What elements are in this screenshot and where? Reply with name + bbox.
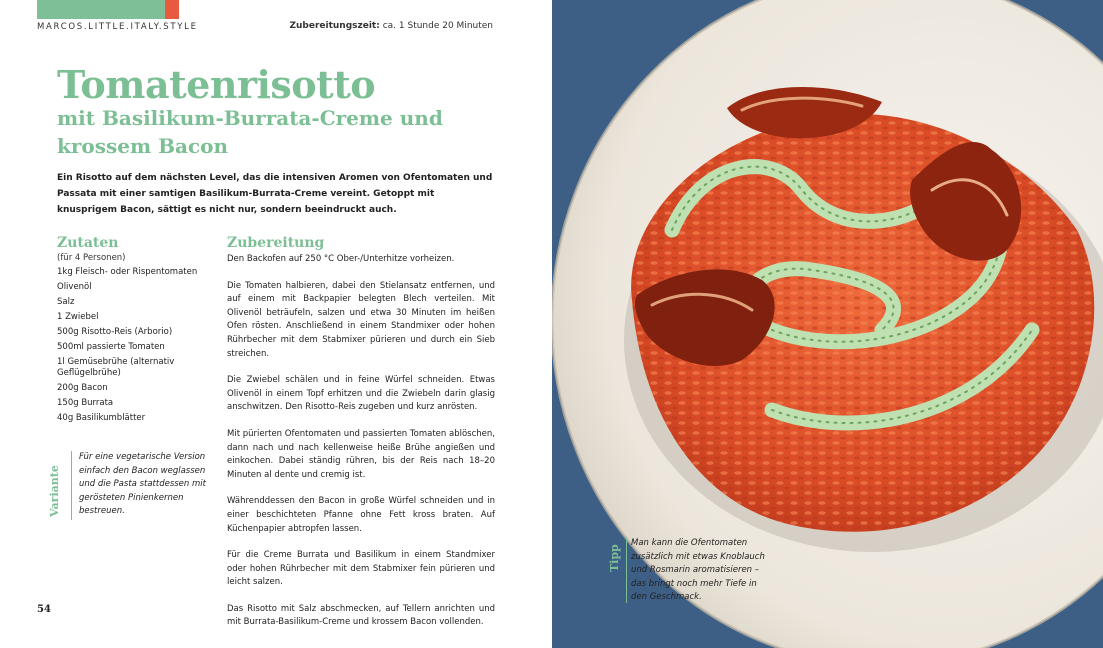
ingredient-list: [57, 266, 217, 427]
brand-bar-green: [37, 0, 165, 19]
tip-text: Man kann die Ofentomaten zusätzlich mit etwas Knoblauch und Rosmarin aromatisieren – das bringt noch mehr Tiefe in den Geschmack.: [631, 538, 765, 603]
preparation-step: Die Zwiebel schälen und in feine Würfel schneiden. Etwas Olivenöl in einem Topf erhitzen und die Zwiebeln darin glasig anschwitzen. Den Risotto-Reis zugeben und kurz anrösten.: [227, 375, 495, 413]
brand-color-bar: [37, 0, 179, 19]
preparation-step: Die Tomaten halbieren, dabei den Stielansatz entfernen, und auf einem mit Backpapier belegten Blech verteilen. Mit Olivenöl beträufeln, salzen und etwa 30 Minuten im heißen Ofen rösten. Anschließend in einem Standmixer oder hohen Rührbecher mit dem Stabmixer pürieren und durch ein Sieb streichen.: [227, 280, 495, 359]
prep-time-value: ca. 1 Stunde 20 Minuten: [382, 21, 493, 31]
recipe-subtitle: mit Basilikum-Burrata-Creme und krossem Bacon: [57, 106, 443, 158]
ingredient-item: 1l Gemüsebrühe (alternativ Geflügelbrühe): [57, 357, 175, 378]
ingredient-item: 1kg Fleisch- oder Rispentomaten: [57, 267, 198, 277]
ingredient-item: 40g Basilikumblätter: [57, 413, 146, 423]
ingredient-item: 200g Bacon: [57, 383, 108, 393]
preparation-steps: [227, 253, 495, 643]
variant-divider: [71, 451, 72, 520]
servings: (für 4 Personen): [57, 253, 126, 263]
ingredients-heading: Zutaten: [57, 235, 119, 251]
ingredient-item: Olivenöl: [57, 282, 92, 292]
tip-label: Tipp: [608, 544, 621, 572]
recipe-title: Tomatenrisotto: [57, 62, 376, 107]
brand-bar-red: [165, 0, 179, 19]
variant-label: Variante: [48, 465, 61, 517]
preparation-step: Den Backofen auf 250 °C Ober-/Unterhitze vorheizen.: [227, 254, 455, 264]
ingredient-item: 150g Burrata: [57, 398, 114, 408]
ingredient-item: 500ml passierte Tomaten: [57, 342, 165, 352]
variant-text: Für eine vegetarische Version einfach den Bacon weglassen und die Pasta stattdessen mit gerösteten Pinienkernen bestreuen.: [79, 452, 206, 517]
page-number: 54: [37, 604, 51, 615]
prep-time-label: Zubereitungszeit:: [289, 21, 380, 31]
prep-time: [289, 21, 493, 31]
preparation-heading: Zubereitung: [227, 235, 325, 251]
ingredient-item: 500g Risotto-Reis (Arborio): [57, 327, 173, 337]
preparation-step: Mit pürierten Ofentomaten und passierten Tomaten ablöschen, dann nach und nach kellenweise heiße Brühe angießen und einkochen. Dabei ständig rühren, bis der Reis nach 18–20 Minuten al dente und cremig ist.: [227, 428, 495, 480]
ingredient-item: 1 Zwiebel: [57, 312, 99, 322]
recipe-intro: Ein Risotto auf dem nächsten Level, das die intensiven Aromen von Ofentomaten und Passata mit einer samtigen Basilikum-Burrata-Creme vereint. Getoppt mit knusprigem Bacon, sättigt es nicht nur, sondern beeindruckt auch.: [57, 173, 493, 215]
preparation-step: Währenddessen den Bacon in große Würfel schneiden und in einer beschichteten Pfanne ohne Fett kross braten. Auf Küchenpapier abtropfen lassen.: [227, 496, 495, 534]
tip-divider: [626, 537, 627, 603]
preparation-step: Das Risotto mit Salz abschmecken, auf Tellern anrichten und mit Burrata-Basilikum-Creme und krossem Bacon vollenden.: [227, 603, 495, 628]
brand-name: MARCOS.LITTLE.ITALY.STYLE: [37, 22, 198, 32]
ingredient-item: Salz: [57, 297, 75, 307]
preparation-step: Für die Creme Burrata und Basilikum in einem Standmixer oder hohen Rührbecher mit dem Stabmixer fein pürieren und leicht salzen.: [227, 550, 495, 588]
